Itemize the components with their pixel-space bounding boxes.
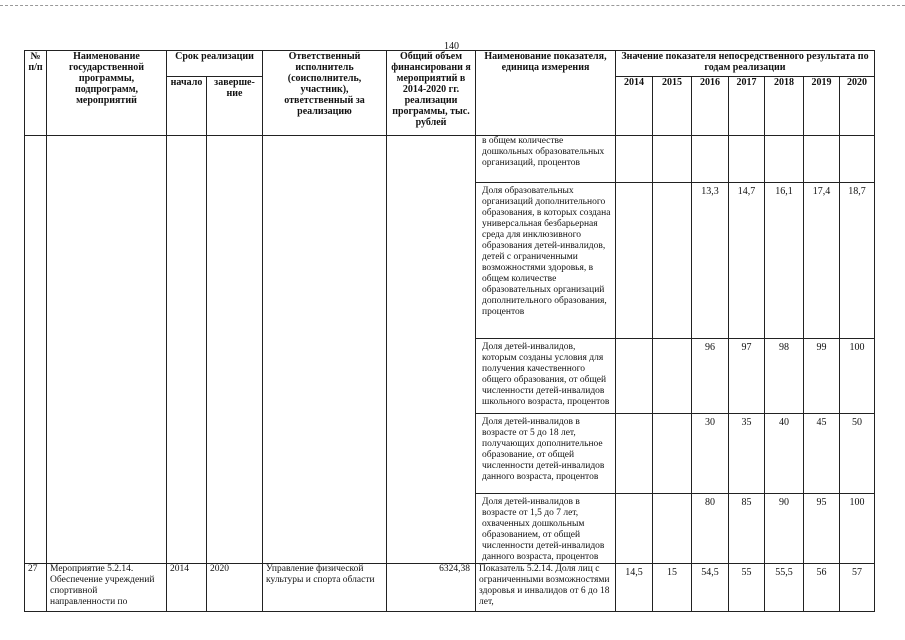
value-cell: [653, 339, 692, 414]
header-year: 2014: [616, 77, 653, 136]
cell-executor-empty: [263, 136, 387, 564]
value-cell: 98: [765, 339, 804, 414]
program-table: [24, 50, 875, 612]
value-cell: 16,1: [765, 183, 804, 339]
value-cell: 40: [765, 414, 804, 494]
value-cell: 100: [840, 494, 875, 564]
cell-end-empty: [207, 136, 263, 564]
cell-name-empty: [47, 136, 167, 564]
value-cell: [616, 414, 653, 494]
header-num: № п/п: [25, 51, 47, 136]
value-cell: [765, 136, 804, 183]
value-cell: 85: [729, 494, 765, 564]
value-cell: 54,5: [692, 564, 729, 612]
value-cell: [616, 136, 653, 183]
header-indicator: Наименование показателя, единица измерения: [476, 51, 616, 136]
cell-start-empty: [167, 136, 207, 564]
value-cell: 90: [765, 494, 804, 564]
value-cell: [804, 136, 840, 183]
value-cell: [653, 414, 692, 494]
header-year: 2019: [804, 77, 840, 136]
value-cell: [653, 136, 692, 183]
value-cell: 13,3: [692, 183, 729, 339]
value-cell: [616, 183, 653, 339]
header-year: 2020: [840, 77, 875, 136]
cell-num-empty: [25, 136, 47, 564]
indicator-cell: Доля образовательных организаций дополнительного образования, в которых создана универсальная безбарьерная среда для инклюзивного образования детей-инвалидов, детей с ограниченными возможностями здоровья, в общем количестве образовательных организаций дополнительного образования, процентов: [476, 183, 616, 339]
header-year: 2017: [729, 77, 765, 136]
row27-num: 27: [25, 564, 47, 612]
row27-name: Мероприятие 5.2.14. Обеспечение учреждений спортивной направленности по: [47, 564, 167, 612]
header-executor: Ответственный исполнитель (соисполнитель, участник), ответственный за реализацию: [263, 51, 387, 136]
header-end: заверше-ние: [207, 77, 263, 136]
value-cell: 14,5: [616, 564, 653, 612]
header-term: Срок реализации: [167, 51, 263, 77]
value-cell: [616, 339, 653, 414]
value-cell: 55,5: [765, 564, 804, 612]
header-year: 2016: [692, 77, 729, 136]
value-cell: 99: [804, 339, 840, 414]
value-cell: 96: [692, 339, 729, 414]
value-cell: [653, 183, 692, 339]
value-cell: 15: [653, 564, 692, 612]
indicator-cell: Доля детей-инвалидов, которым созданы условия для получения качественного общего образования, от общей численности детей-инвалидов школьного возраста, процентов: [476, 339, 616, 414]
value-cell: 100: [840, 339, 875, 414]
indicator-cell: в общем количестве дошкольных образовательных организаций, процентов: [476, 136, 616, 183]
value-cell: 45: [804, 414, 840, 494]
header-year: 2018: [765, 77, 804, 136]
header-year: 2015: [653, 77, 692, 136]
table-row: [25, 136, 875, 183]
row27-indicator: Показатель 5.2.14. Доля лиц с ограниченными возможностями здоровья и инвалидов от 6 до 18 лет,: [476, 564, 616, 612]
indicator-cell: Доля детей-инвалидов в возрасте от 1,5 до 7 лет, охваченных дошкольным образованием, от общей численности детей-инвалидов данного возраста, процентов: [476, 494, 616, 564]
value-cell: 97: [729, 339, 765, 414]
header-volume: Общий объем финансировани я мероприятий в 2014-2020 гг. реализации программы, тыс. рублей: [387, 51, 476, 136]
header-values: Значение показателя непосредственного результата по годам реализации: [616, 51, 875, 77]
value-cell: 55: [729, 564, 765, 612]
value-cell: 80: [692, 494, 729, 564]
value-cell: 57: [840, 564, 875, 612]
header-name: Наименование государственной программы, подпрограмм, мероприятий: [47, 51, 167, 136]
cell-volume-empty: [387, 136, 476, 564]
value-cell: [616, 494, 653, 564]
value-cell: 30: [692, 414, 729, 494]
top-scan-edge: [0, 5, 905, 6]
page-number: 140: [444, 41, 459, 52]
value-cell: 56: [804, 564, 840, 612]
table-row-27: [25, 564, 875, 612]
row27-start: 2014: [167, 564, 207, 612]
header-start: начало: [167, 77, 207, 136]
value-cell: 95: [804, 494, 840, 564]
value-cell: 35: [729, 414, 765, 494]
row27-volume: 6324,38: [387, 564, 476, 612]
value-cell: [653, 494, 692, 564]
indicator-cell: Доля детей-инвалидов в возрасте от 5 до 18 лет, получающих дополнительное образование, от общей численности детей-инвалидов данного возраста, процентов: [476, 414, 616, 494]
value-cell: 14,7: [729, 183, 765, 339]
value-cell: 18,7: [840, 183, 875, 339]
value-cell: 17,4: [804, 183, 840, 339]
value-cell: [692, 136, 729, 183]
value-cell: [729, 136, 765, 183]
row27-executor: Управление физической культуры и спорта области: [263, 564, 387, 612]
value-cell: 50: [840, 414, 875, 494]
row27-end: 2020: [207, 564, 263, 612]
value-cell: [840, 136, 875, 183]
